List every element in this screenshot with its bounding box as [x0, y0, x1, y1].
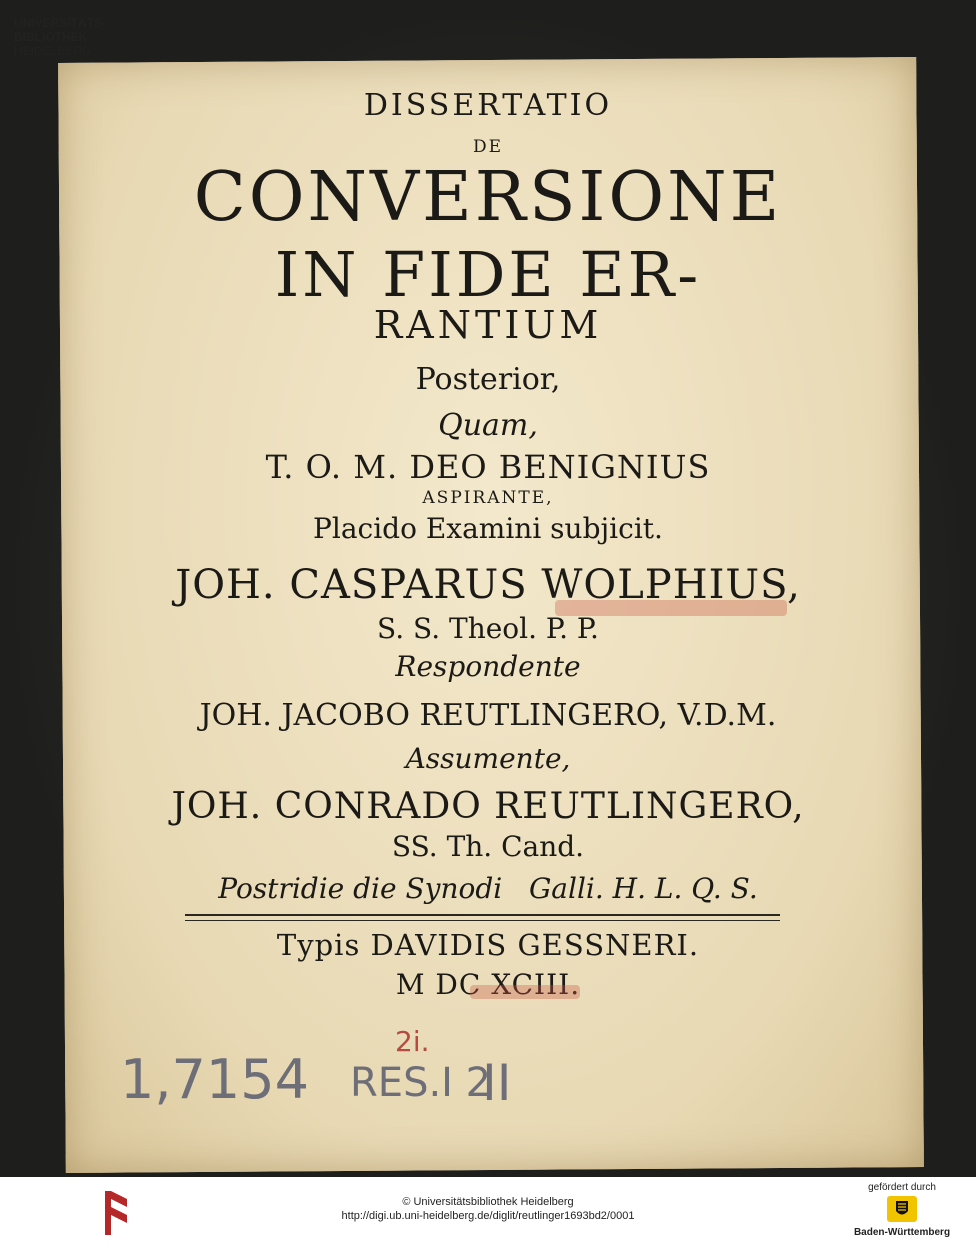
red-crayon-underline — [555, 600, 787, 616]
pencil-shelf-number: 1,7154 — [120, 1048, 309, 1111]
pencil-upper-mark: 2i. — [395, 1025, 430, 1058]
library-name-line2: BIBLIOTHEK — [14, 30, 88, 44]
title-line-placido: Placido Examini subjicit. — [313, 512, 663, 545]
title-line-respondente: Respondente — [395, 650, 581, 683]
title-line-conversione: CONVERSIONE — [193, 158, 783, 237]
funded-by-label: gefördert durch — [868, 1182, 936, 1193]
title-line-cand: SS. Th. Cand. — [391, 830, 585, 863]
title-line-dissertatio: DISSERTATIO — [363, 88, 613, 123]
imprint-printer: Typis DAVIDIS GESSNERI. — [276, 928, 700, 962]
title-line-posterior: Posterior, — [415, 362, 561, 397]
imprint-year: M DC XCIII. — [395, 968, 581, 1001]
title-line-quam: Quam, — [438, 408, 538, 443]
ornamental-rule-thin — [185, 920, 780, 921]
pencil-roman-numeral: II — [482, 1054, 512, 1112]
ornamental-rule — [185, 914, 780, 916]
funding-notice — [842, 1182, 962, 1238]
title-line-date: Postridie die Synodi Galli. H. L. Q. S. — [218, 872, 758, 905]
footer-credit — [0, 1195, 976, 1223]
title-line-author: JOH. CASPARUS WOLPHIUS, — [175, 562, 801, 608]
title-line-respondent-name: JOH. JACOBO REUTLINGERO, V.D.M. — [199, 698, 777, 733]
title-line-aspirante: ASPIRANTE, — [422, 488, 554, 508]
library-name-line1: UNIVERSITÄTS- — [14, 16, 107, 30]
title-line-rantium: RANTIUM — [373, 303, 603, 347]
title-line-in-fide: IN FIDE ER- — [274, 238, 702, 311]
title-line-author-title: S. S. Theol. P. P. — [377, 612, 599, 645]
funder-name: Baden-Württemberg — [853, 1227, 951, 1238]
red-crayon-underline-year — [470, 985, 580, 999]
title-line-de: DE — [472, 137, 504, 157]
library-logo-text — [14, 16, 106, 58]
title-line-assumente-name: JOH. CONRADO REUTLINGERO, — [171, 786, 805, 827]
permalink-url[interactable]: http://digi.ub.uni-heidelberg.de/diglit/reutlinger1693bd2/0001 — [341, 1210, 635, 1222]
library-name-line3: HEIDELBERG — [14, 44, 92, 58]
pencil-res-code: RES.I 2 — [350, 1060, 492, 1106]
title-line-dedication: T. O. M. DEO BENIGNIUS — [265, 448, 711, 486]
copyright-text: © Universitätsbibliothek Heidelberg — [402, 1196, 574, 1208]
bw-coat-of-arms-icon — [887, 1196, 917, 1222]
title-line-assumente: Assumente, — [405, 742, 571, 775]
